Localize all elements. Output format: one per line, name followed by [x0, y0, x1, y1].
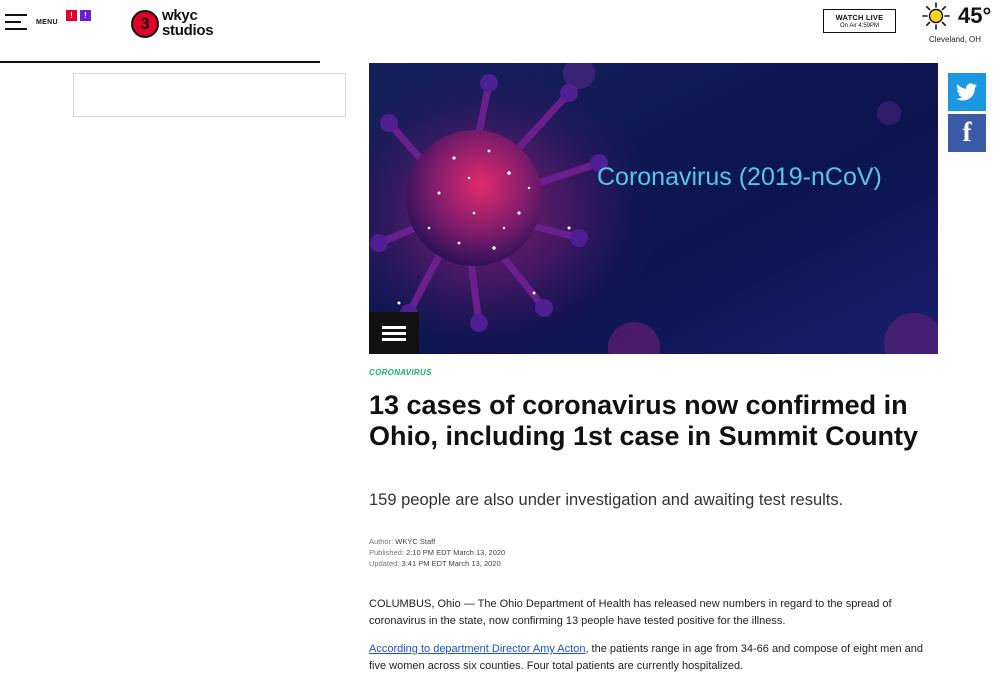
twitter-icon — [948, 73, 986, 111]
article-headline: 13 cases of coronavirus now confirmed in Ohio, including 1st case in Summit County — [369, 390, 919, 451]
weather-location: Cleveland, OH — [929, 35, 982, 44]
hero-image[interactable] — [369, 63, 938, 354]
advertisement-slot — [73, 73, 346, 117]
published-line: Published: 2:10 PM EDT March 13, 2020 — [369, 548, 506, 557]
facebook-icon: f — [962, 117, 972, 147]
article-subheadline: 159 people are also under investigation and awaiting test results. — [369, 491, 844, 509]
author-name: WKYC Staff — [395, 537, 436, 546]
wkyc-studios-logo[interactable] — [131, 9, 231, 41]
on-air-time: On Air 4:59PM — [839, 23, 880, 29]
alert-badge[interactable]: ! — [80, 10, 91, 21]
hero-caption: Coronavirus (2019-nCoV) — [597, 163, 882, 191]
breaking-alert-badge[interactable]: ! — [66, 10, 77, 21]
menu-button[interactable] — [5, 13, 61, 33]
director-acton-link[interactable]: According to department Director Amy Acton — [369, 643, 586, 655]
temperature: 45° — [958, 3, 992, 28]
weather-widget[interactable] — [922, 2, 996, 46]
share-facebook-button[interactable] — [948, 114, 986, 152]
hamburger-icon — [5, 13, 27, 31]
header-divider — [0, 61, 320, 63]
watch-live-button[interactable] — [823, 9, 896, 33]
sun-icon — [922, 2, 950, 30]
updated-time: 3:41 PM EDT March 13, 2020 — [401, 559, 501, 568]
site-header — [0, 0, 1000, 62]
gallery-toggle-button[interactable] — [369, 312, 419, 354]
article-meta — [369, 536, 505, 569]
category-link[interactable]: CORONAVIRUS — [369, 368, 432, 377]
share-twitter-button[interactable] — [948, 73, 986, 111]
article-paragraph: COLUMBUS, Ohio — The Ohio Department of Health has released new numbers in regard to the spread of coronavirus in the state, now confirming 13 people have tested positive for the illness. — [369, 598, 892, 627]
author-line: Author: WKYC Staff — [369, 537, 436, 546]
updated-line: Updated: 3:41 PM EDT March 13, 2020 — [369, 559, 501, 568]
menu-lines-icon — [382, 326, 406, 329]
alert-badges — [66, 10, 91, 21]
logo-wordmark: wkyc studios — [162, 7, 214, 39]
article-paragraph: According to department Director Amy Acton, the patients range in age from 34-66 and compose of eight men and five women across six counties. Four total patients are currently hospitalized. — [369, 643, 923, 672]
logo-channel-circle: 3 — [131, 10, 159, 38]
menu-label: MENU — [36, 19, 58, 26]
published-time: 2:10 PM EDT March 13, 2020 — [406, 548, 506, 557]
virus-illustration — [369, 63, 938, 354]
watch-live-label: WATCH LIVE — [835, 13, 884, 22]
